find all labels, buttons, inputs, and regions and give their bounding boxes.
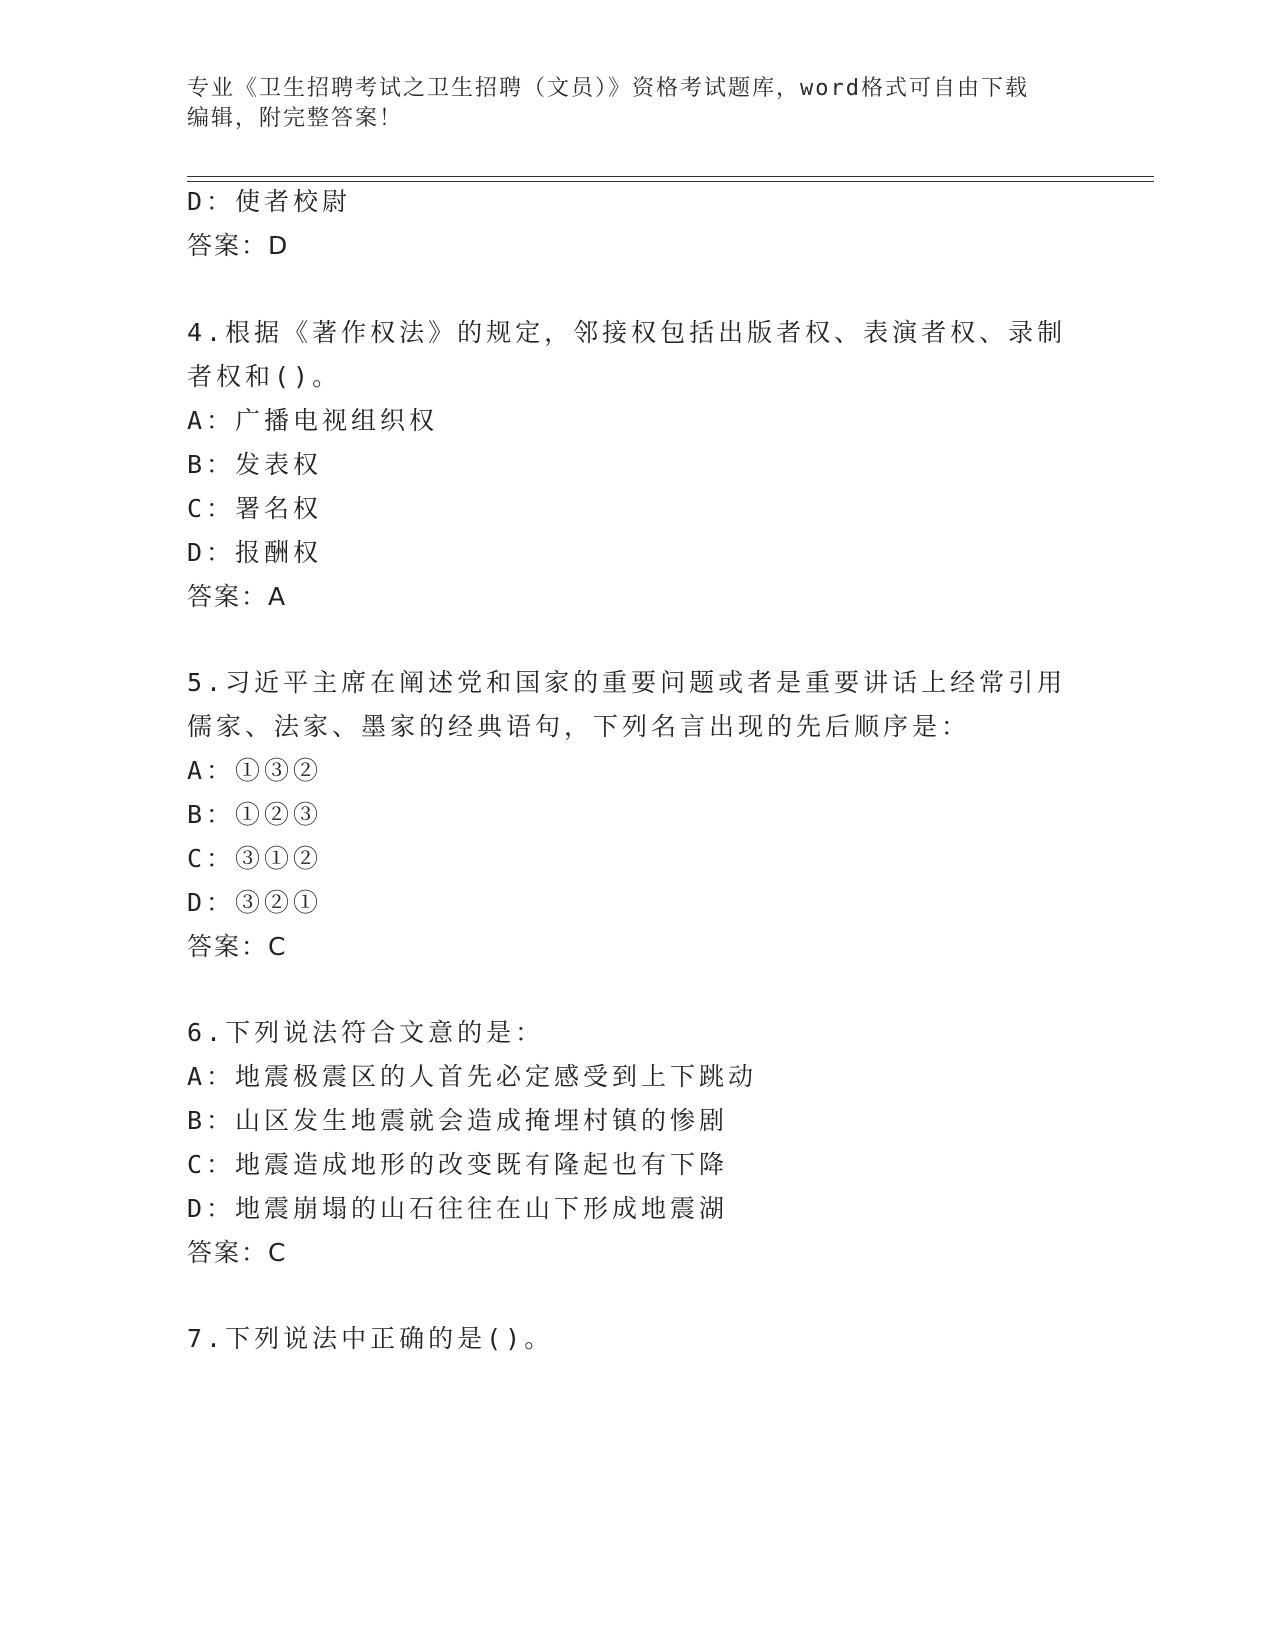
q6-option-c: C：地震造成地形的改变既有隆起也有下降 xyxy=(187,1150,729,1179)
q4-option-d: D：报酬权 xyxy=(187,538,323,567)
q5-option-c: C：③①② xyxy=(187,844,323,873)
q6-option-d: D：地震崩塌的山石往往在山下形成地震湖 xyxy=(187,1194,729,1223)
q6-stem-line-1: 6.下列说法符合文意的是： xyxy=(187,1018,545,1047)
q4-option-a: A：广播电视组织权 xyxy=(187,406,439,435)
q4-stem-line-2: 者权和()。 xyxy=(187,362,342,391)
document-header xyxy=(187,74,1067,134)
q5-option-a: A：①③② xyxy=(187,756,323,785)
q4-option-b: B：发表权 xyxy=(187,450,323,479)
q3-option-d: D：使者校尉 xyxy=(187,187,352,216)
q7-stem-line-1: 7.下列说法中正确的是()。 xyxy=(187,1324,554,1353)
header-line-1: 专业《卫生招聘考试之卫生招聘（文员）》资格考试题库，word格式可自由下载 xyxy=(187,76,1029,101)
q6-option-a: A：地震极震区的人首先必定感受到上下跳动 xyxy=(187,1062,758,1091)
q5-stem-line-2: 儒家、法家、墨家的经典语句，下列名言出现的先后顺序是： xyxy=(187,712,971,741)
q4-stem-line-1: 4.根据《著作权法》的规定，邻接权包括出版者权、表演者权、录制 xyxy=(187,318,1067,347)
q6-answer: 答案：C xyxy=(187,1238,288,1267)
q5-option-b: B：①②③ xyxy=(187,800,323,829)
q5-answer: 答案：C xyxy=(187,932,288,961)
q3-answer: 答案：D xyxy=(187,231,290,260)
q5-stem-line-1: 5.习近平主席在阐述党和国家的重要问题或者是重要讲话上经常引用 xyxy=(187,668,1067,697)
header-line-2: 编辑，附完整答案！ xyxy=(187,106,404,131)
q4-answer: 答案：A xyxy=(187,582,288,611)
q6-option-b: B：山区发生地震就会造成掩埋村镇的惨剧 xyxy=(187,1106,729,1135)
header-divider-bottom xyxy=(187,181,1154,182)
q5-option-d: D：③②① xyxy=(187,888,323,917)
q4-option-c: C：署名权 xyxy=(187,494,323,523)
header-divider-top xyxy=(187,176,1154,177)
